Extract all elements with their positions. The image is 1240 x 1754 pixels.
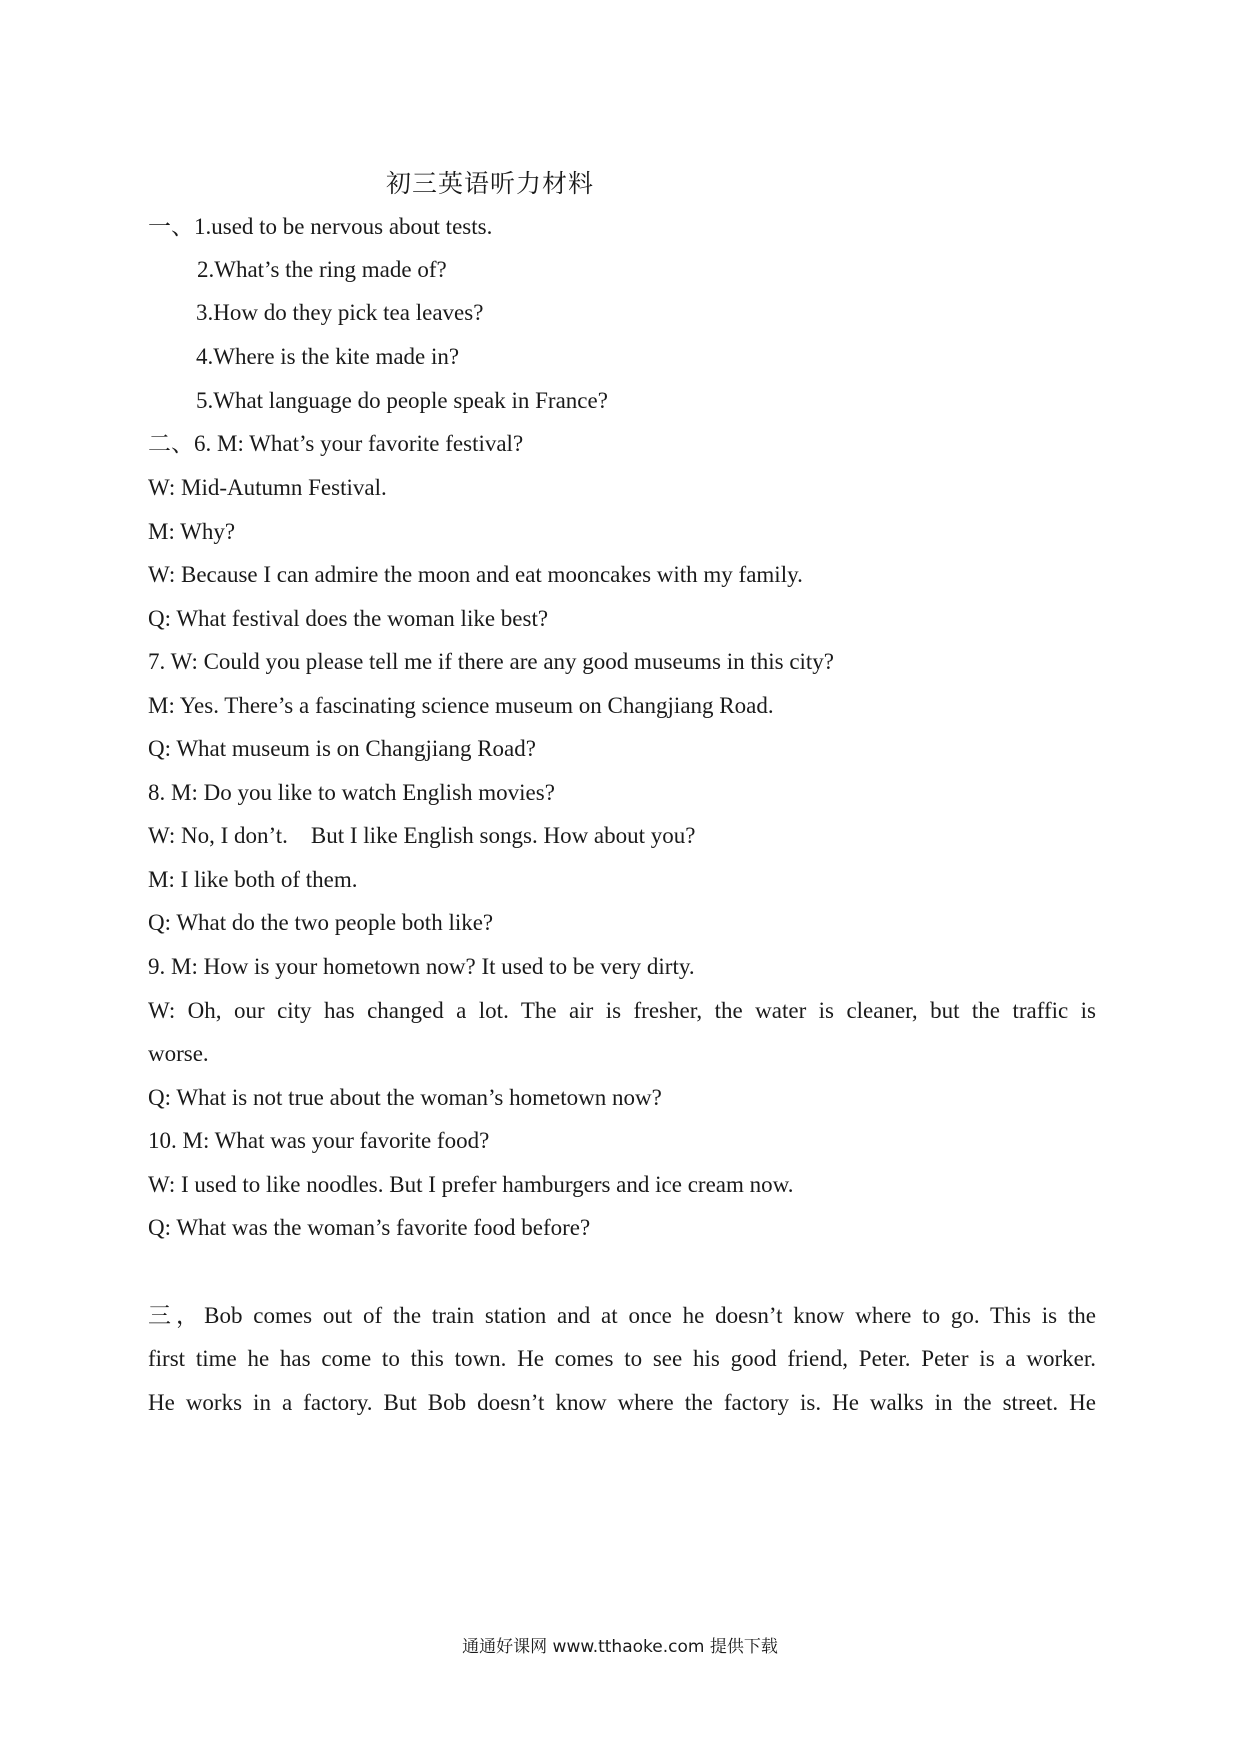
- section2-line-1: [148, 429, 523, 459]
- section1-item-4: 4.Where is the kite made in?: [196, 344, 460, 369]
- section2-marker: 二、: [148, 431, 194, 456]
- section2-line-3: M: Why?: [148, 519, 236, 544]
- section1-item-5: 5.What language do people speak in France?: [196, 388, 608, 413]
- section3-line-2: first time he has come to this town. He comes to see his good friend, Peter. Peter is a worker.: [148, 1346, 1096, 1371]
- section3-line-text: Bob comes out of the train station and at once he doesn’t know where to go. This is the: [204, 1303, 1096, 1328]
- page-title: 初三英语听力材料: [385, 169, 594, 198]
- section2-line-16: Q: What is not true about the woman’s hometown now?: [148, 1085, 662, 1110]
- section2-line-12: Q: What do the two people both like?: [148, 910, 494, 935]
- section2-line-5: Q: What festival does the woman like best?: [148, 606, 549, 631]
- page-footer: 通通好课网 www.tthaoke.com 提供下载: [462, 1637, 778, 1657]
- section2-line-6: 7. W: Could you please tell me if there are any good museums in this city?: [148, 649, 835, 674]
- section2-line-13: 9. M: How is your hometown now? It used to be very dirty.: [148, 954, 695, 979]
- section2-line-17: 10. M: What was your favorite food?: [148, 1128, 490, 1153]
- section3-line-3: He works in a factory. But Bob doesn’t know where the factory is. He walks in the street. He: [148, 1390, 1096, 1415]
- section2-line-text: 6. M: What’s your favorite festival?: [194, 431, 524, 456]
- section2-line-8: Q: What museum is on Changjiang Road?: [148, 736, 536, 761]
- section3-marker: 三，: [148, 1303, 205, 1328]
- section2-line-15: worse.: [148, 1041, 209, 1066]
- section2-line-10: W: No, I don’t. But I like English songs. How about you?: [148, 823, 696, 848]
- section1-item-2: 2.What’s the ring made of?: [197, 257, 447, 282]
- section2-line-18: W: I used to like noodles. But I prefer hamburgers and ice cream now.: [148, 1172, 794, 1197]
- section2-line-4: W: Because I can admire the moon and eat mooncakes with my family.: [148, 562, 803, 587]
- section2-line-2: W: Mid-Autumn Festival.: [148, 475, 387, 500]
- section2-line-7: M: Yes. There’s a fascinating science museum on Changjiang Road.: [148, 693, 774, 718]
- section2-line-14: W: Oh, our city has changed a lot. The air is fresher, the water is cleaner, but the traffic is: [148, 998, 1096, 1023]
- section1-marker: 一、: [148, 214, 194, 239]
- section1-item-text: 1.used to be nervous about tests.: [194, 214, 493, 239]
- section2-line-11: M: I like both of them.: [148, 867, 358, 892]
- section2-line-19: Q: What was the woman’s favorite food before?: [148, 1215, 591, 1240]
- section1-item-3: 3.How do they pick tea leaves?: [196, 300, 484, 325]
- section3-line-1: [148, 1301, 1096, 1331]
- section2-line-9: 8. M: Do you like to watch English movies?: [148, 780, 555, 805]
- section1-item-1: [148, 212, 492, 242]
